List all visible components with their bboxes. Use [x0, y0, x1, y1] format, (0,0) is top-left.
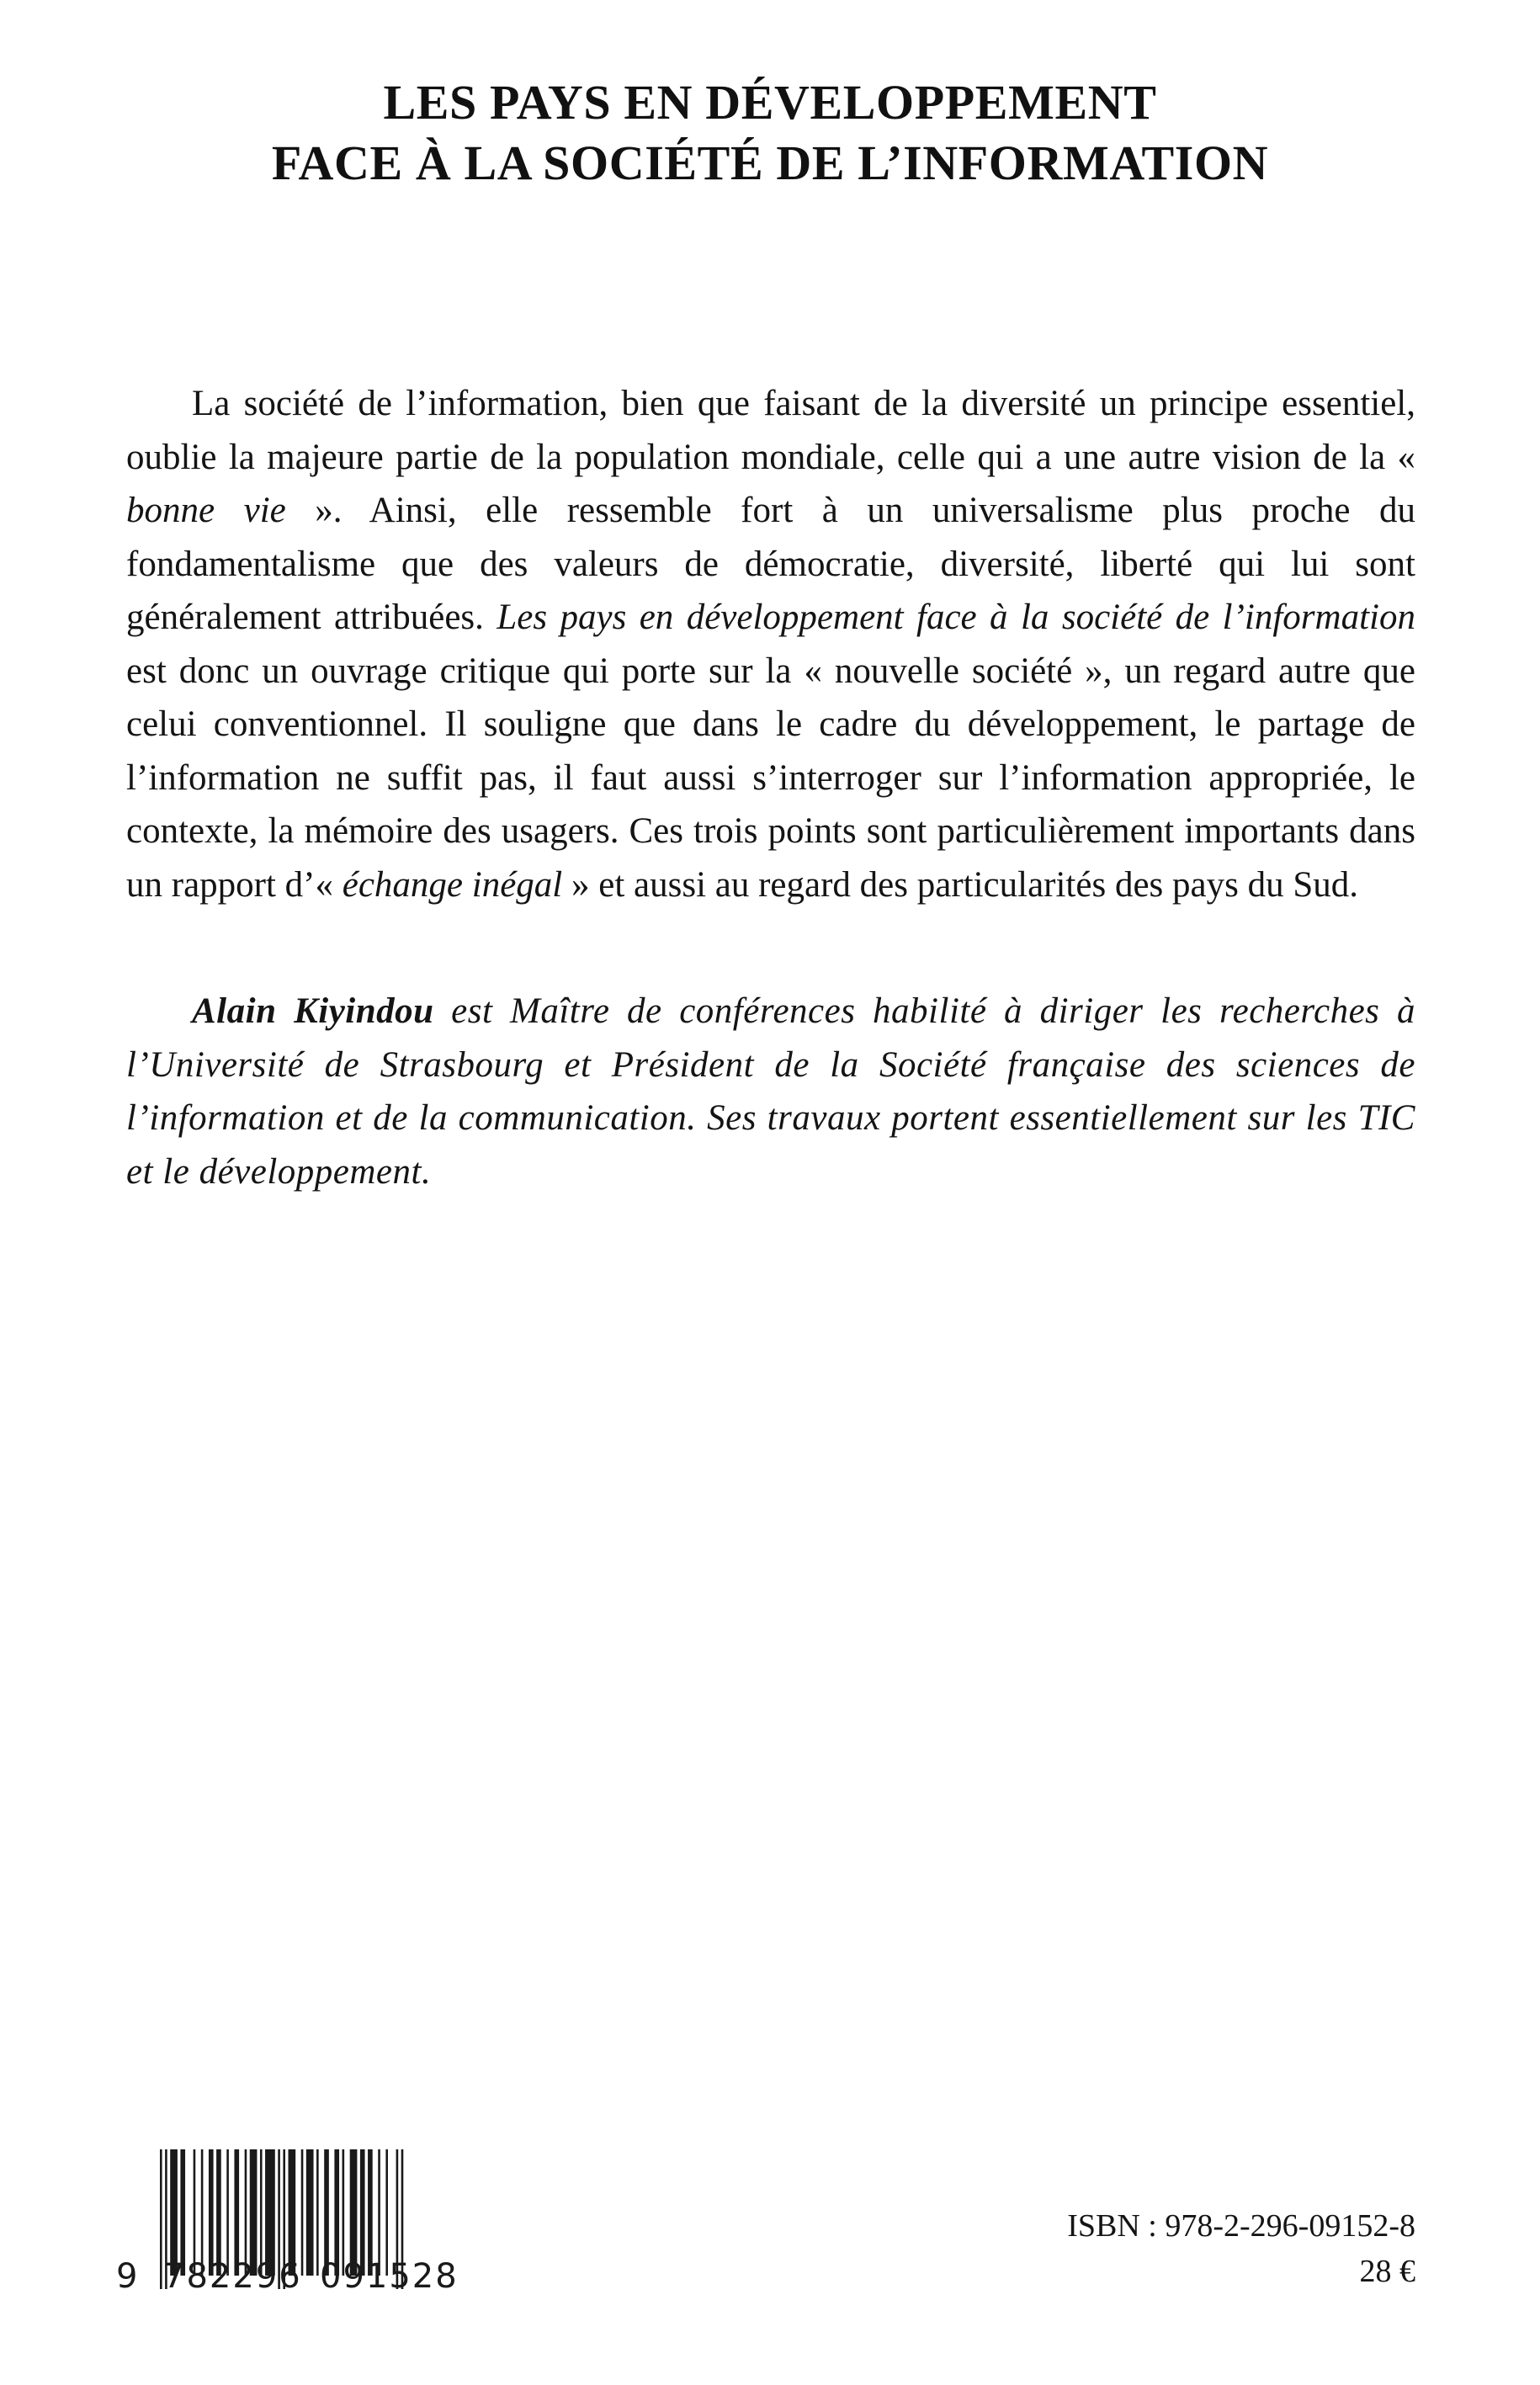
back-cover-content: [126, 377, 1415, 1198]
blurb-paragraph: [126, 377, 1415, 911]
blurb-segment-6: » et aussi au regard des particularités des pays du Sud.: [562, 864, 1358, 905]
author-bio-paragraph: [126, 985, 1415, 1198]
cover-title: [0, 72, 1540, 194]
svg-text:9: 9: [116, 2257, 138, 2294]
isbn-text: ISBN : 978-2-296-09152-8: [1067, 2208, 1415, 2244]
author-name: Alain Kiyindou: [192, 991, 434, 1031]
blurb-segment-5: échange inégal: [342, 864, 563, 905]
title-line-2: FACE À LA SOCIÉTÉ DE L’INFORMATION: [271, 135, 1269, 190]
svg-text:091528: 091528: [320, 2257, 459, 2294]
blurb-segment-2: ». Ainsi, elle ressemble fort à un universalisme plus proche du fondamentalisme que des valeurs de démocratie, diversité, liberté qui lui sont généralement attribuées.: [126, 491, 1416, 637]
blurb-segment-1: bonne vie: [126, 491, 286, 530]
ean13-barcode-icon: [111, 2143, 515, 2294]
isbn-price-block: [574, 2203, 1415, 2294]
price-text: 28 €: [1359, 2254, 1415, 2289]
blurb-segment-3: Les pays en développement face à la société de l’information: [497, 598, 1415, 637]
blurb-segment-0: La société de l’information, bien que faisant de la diversité un principe essentiel, oublie la majeure partie de la population mondiale, celle qui a une autre vision de la «: [126, 384, 1415, 477]
author-bio-text: est Maître de conférences habilité à diriger les recherches à l’Université de Strasbourg et Président de la Société française des sciences de l’information et de la communication. Ses travaux portent essentiellement sur les TIC et le développement.: [126, 991, 1416, 1192]
title-line-1: LES PAYS EN DÉVELOPPEMENT: [383, 75, 1157, 130]
svg-text:782296: 782296: [163, 2257, 302, 2294]
blurb-segment-4: est donc un ouvrage critique qui porte sur la « nouvelle société », un regard autre que celui conventionnel. Il souligne que dans le cadre du développement, le partage de l’information ne suffit pas, il faut aussi s’interroger sur l’information appropriée, le contexte, la mémoire des usagers. Ces trois points sont particulièrement importants dans un rapport d’«: [126, 651, 1415, 905]
